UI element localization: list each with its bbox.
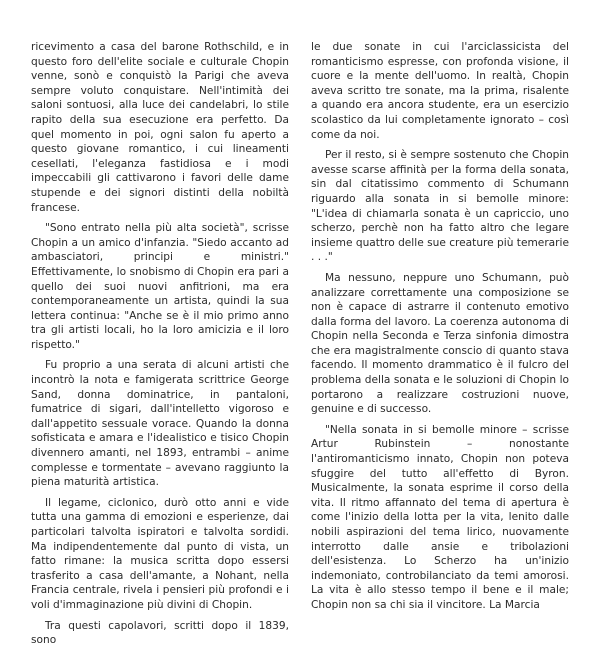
paragraph: "Sono entrato nella più alta società", scrisse Chopin a un amico d'infanzia. "Siedo accanto ad ambasciatori, principi e ministri." Effettivamente, lo snobismo di Chopin era pari a quello dei suoi nuovi anfitrioni, ma era contemporaneamente un artista, quindi la sua lettera continua: "Anche se è il mio primo anno tra gli artisti locali, ho la loro amicizia e il loro rispetto." (31, 222, 289, 351)
paragraph: le due sonate in cui l'arciclassicista del romanticismo espresse, con profonda visione, il cuore e la mente dell'uomo. In realtà, Chopin aveva scritto tre sonate, ma la prima, risalente a quando era ancora studente, era un esercizio scolastico da lui completamente ignorato – così come da noi. (311, 41, 569, 141)
left-column (31, 40, 289, 647)
paragraph: Ma nessuno, neppure uno Schumann, può analizzare correttamente una composizione se non è capace di astrarre il contenuto emotivo dalla forma del lavoro. La coerenza autonoma di Chopin nella Seconda e Terza sinfonia dimostra che era magistralmente conscio di quanto stava facendo. Il momento drammatico è il fulcro del problema della sonata e le soluzioni di Chopin lo portarono a realizzare costruzioni nuove, genuine e di successo. (311, 271, 569, 416)
right-column (311, 40, 569, 611)
paragraph: Il legame, ciclonico, durò otto anni e vide tutta una gamma di emozioni e esperienze, dai particolari talvolta ispiratori e talvolta sordidi. Ma indipendentemente dal punto di vista, un fatto rimane: la musica scritta dopo essersi trasferito a casa dell'amante, a Nohant, nella Francia centrale, rivela i pensieri più profondi e i voli d'immaginazione più divini di Chopin. (31, 496, 289, 611)
paragraph: Tra questi capolavori, scritti dopo il 1839, sono (31, 619, 289, 647)
paragraph: "Nella sonata in si bemolle minore – scrisse Artur Rubinstein – nonostante l'antiromanticismo innato, Chopin non poteva sfuggire del tutto all'effetto di Byron. Musicalmente, la sonata esprime il corso della vita. Il ritmo affannato del tema di apertura è come l'inizio della lotta per la vita, lenito dalle nobili aspirazioni del tema lirico, nuovamente interrotto dalle ansie e tribolazioni dell'esistenza. Lo Scherzo ha un'inizio indemoniato, controbilanciato da temi amorosi. La vita è allo stesso tempo il bene e il male; Chopin non sa chi sia il vincitore. La Marcia (311, 423, 569, 611)
paragraph: ricevimento a casa del barone Rothschild, e in questo foro dell'elite sociale e culturale Chopin venne, sonò e conquistò la Parigi che aveva sempre voluto conquistare. Nell'intimità dei saloni sontuosi, alla luce dei candelabri, lo stile rapito della sua esecuzione era perfetto. Da quel momento in poi, ogni salon fu aperto a questo giovane romantico, i cui lineamenti cesellati, l'eleganza fastidiosa e i modi impeccabili gli cattivarono i favori delle dame stupende e dei signori distinti della nobiltà francese. (31, 41, 289, 214)
paragraph: Per il resto, si è sempre sostenuto che Chopin avesse scarse affinità per la forma della sonata, sin dal citatissimo commento di Schumann riguardo alla sonata in si bemolle minore: "L'idea di chiamarla sonata è un capriccio, uno scherzo, perchè non ha fatto altro che legare insieme quattro delle sue creature più temerarie . . ." (311, 149, 569, 264)
paragraph: Fu proprio a una serata di alcuni artisti che incontrò la nota e famigerata scrittrice George Sand, donna dominatrice, in pantaloni, fumatrice di sigari, dall'intelletto vigoroso e dall'appetito sessuale vorace. Quando la donna sofisticata e amara e l'idealistico e tisico Chopin divennero amanti, nel 1893, entrambi – anime complesse e tormentate – avevano raggiunto la piena maturità artistica. (31, 359, 289, 489)
